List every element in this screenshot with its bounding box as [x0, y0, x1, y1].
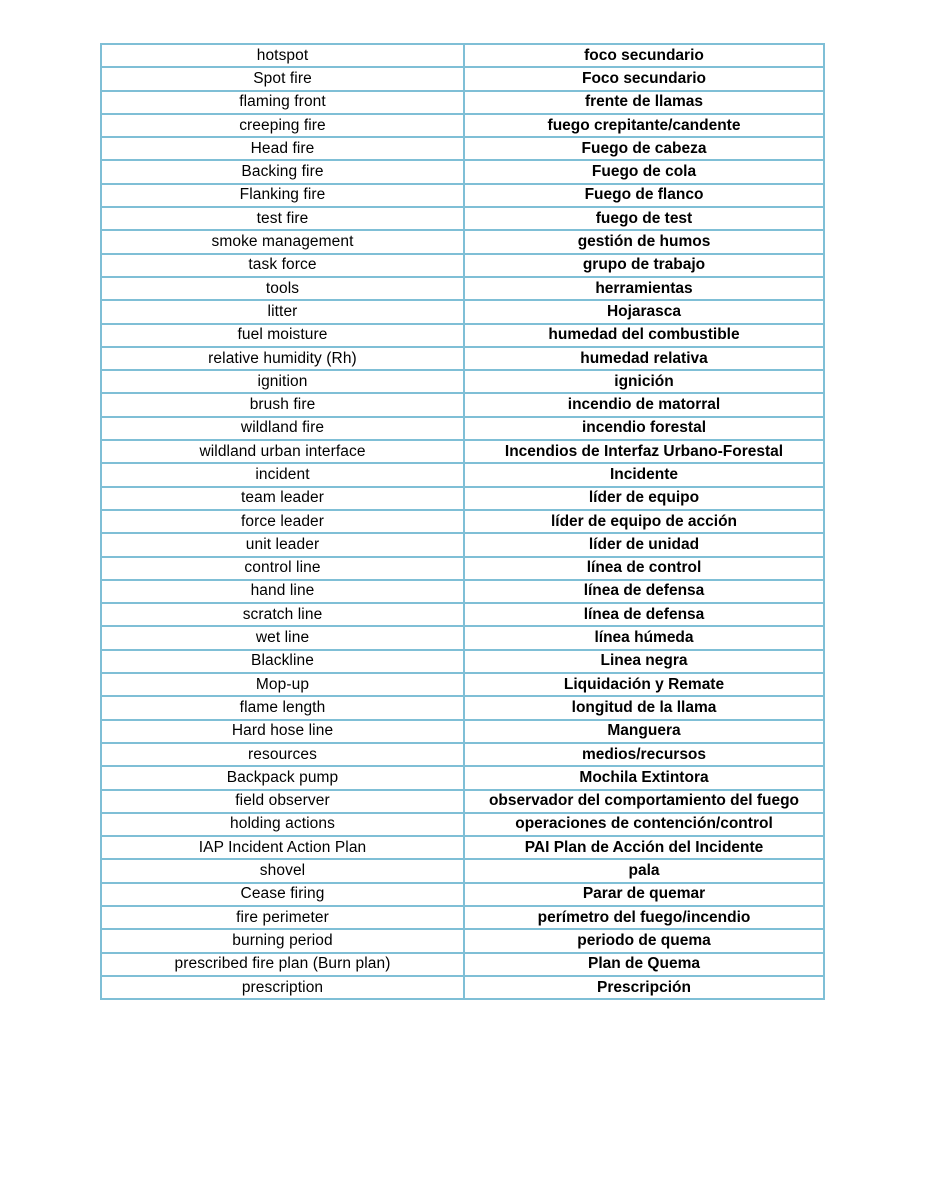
english-term-cell: resources	[101, 743, 464, 766]
table-row	[101, 67, 824, 90]
spanish-term-cell: observador del comportamiento del fuego	[464, 790, 824, 813]
table-row	[101, 813, 824, 836]
spanish-term-cell: Fuego de cola	[464, 160, 824, 183]
spanish-term-cell: Hojarasca	[464, 300, 824, 323]
table-row	[101, 766, 824, 789]
spanish-term-cell: incendio forestal	[464, 417, 824, 440]
english-term-cell: Mop-up	[101, 673, 464, 696]
table-row	[101, 137, 824, 160]
table-row	[101, 254, 824, 277]
table-row	[101, 603, 824, 626]
spanish-term-cell: Fuego de cabeza	[464, 137, 824, 160]
english-term-cell: wet line	[101, 626, 464, 649]
table-row	[101, 673, 824, 696]
spanish-term-cell: incendio de matorral	[464, 393, 824, 416]
english-term-cell: holding actions	[101, 813, 464, 836]
english-term-cell: flame length	[101, 696, 464, 719]
table-row	[101, 300, 824, 323]
english-term-cell: shovel	[101, 859, 464, 882]
table-row	[101, 859, 824, 882]
table-row	[101, 370, 824, 393]
spanish-term-cell: fuego de test	[464, 207, 824, 230]
english-term-cell: Spot fire	[101, 67, 464, 90]
english-term-cell: test fire	[101, 207, 464, 230]
table-row	[101, 393, 824, 416]
table-row	[101, 487, 824, 510]
english-term-cell: burning period	[101, 929, 464, 952]
english-term-cell: IAP Incident Action Plan	[101, 836, 464, 859]
spanish-term-cell: Foco secundario	[464, 67, 824, 90]
table-row	[101, 44, 824, 67]
table-row	[101, 160, 824, 183]
spanish-term-cell: medios/recursos	[464, 743, 824, 766]
spanish-term-cell: Mochila Extintora	[464, 766, 824, 789]
english-term-cell: task force	[101, 254, 464, 277]
english-term-cell: team leader	[101, 487, 464, 510]
spanish-term-cell: perímetro del fuego/incendio	[464, 906, 824, 929]
table-row	[101, 650, 824, 673]
table-row	[101, 440, 824, 463]
spanish-term-cell: Fuego de flanco	[464, 184, 824, 207]
spanish-term-cell: líder de equipo	[464, 487, 824, 510]
table-row	[101, 510, 824, 533]
spanish-term-cell: Manguera	[464, 720, 824, 743]
table-row	[101, 184, 824, 207]
english-term-cell: Head fire	[101, 137, 464, 160]
english-term-cell: Flanking fire	[101, 184, 464, 207]
english-term-cell: Hard hose line	[101, 720, 464, 743]
table-row	[101, 533, 824, 556]
english-term-cell: Backing fire	[101, 160, 464, 183]
english-term-cell: fire perimeter	[101, 906, 464, 929]
english-term-cell: fuel moisture	[101, 324, 464, 347]
glossary-table-body	[101, 44, 824, 999]
table-row	[101, 463, 824, 486]
table-row	[101, 277, 824, 300]
english-term-cell: Backpack pump	[101, 766, 464, 789]
table-row	[101, 417, 824, 440]
table-row	[101, 580, 824, 603]
english-term-cell: hotspot	[101, 44, 464, 67]
table-row	[101, 347, 824, 370]
table-row	[101, 207, 824, 230]
english-term-cell: wildland fire	[101, 417, 464, 440]
spanish-term-cell: fuego crepitante/candente	[464, 114, 824, 137]
table-row	[101, 929, 824, 952]
english-term-cell: creeping fire	[101, 114, 464, 137]
english-term-cell: unit leader	[101, 533, 464, 556]
english-term-cell: wildland urban interface	[101, 440, 464, 463]
spanish-term-cell: grupo de trabajo	[464, 254, 824, 277]
spanish-term-cell: pala	[464, 859, 824, 882]
spanish-term-cell: operaciones de contención/control	[464, 813, 824, 836]
spanish-term-cell: Prescripción	[464, 976, 824, 999]
table-row	[101, 557, 824, 580]
table-row	[101, 790, 824, 813]
table-row	[101, 836, 824, 859]
spanish-term-cell: Parar de quemar	[464, 883, 824, 906]
english-term-cell: control line	[101, 557, 464, 580]
spanish-term-cell: PAI Plan de Acción del Incidente	[464, 836, 824, 859]
spanish-term-cell: ignición	[464, 370, 824, 393]
spanish-term-cell: gestión de humos	[464, 230, 824, 253]
english-term-cell: field observer	[101, 790, 464, 813]
table-row	[101, 626, 824, 649]
spanish-term-cell: Incendios de Interfaz Urbano-Forestal	[464, 440, 824, 463]
table-row	[101, 230, 824, 253]
spanish-term-cell: Incidente	[464, 463, 824, 486]
english-term-cell: incident	[101, 463, 464, 486]
english-term-cell: litter	[101, 300, 464, 323]
english-term-cell: prescription	[101, 976, 464, 999]
spanish-term-cell: líder de unidad	[464, 533, 824, 556]
english-term-cell: force leader	[101, 510, 464, 533]
english-term-cell: hand line	[101, 580, 464, 603]
table-row	[101, 91, 824, 114]
table-row	[101, 976, 824, 999]
spanish-term-cell: línea de control	[464, 557, 824, 580]
spanish-term-cell: humedad relativa	[464, 347, 824, 370]
spanish-term-cell: Linea negra	[464, 650, 824, 673]
table-row	[101, 114, 824, 137]
table-row	[101, 883, 824, 906]
spanish-term-cell: foco secundario	[464, 44, 824, 67]
english-term-cell: prescribed fire plan (Burn plan)	[101, 953, 464, 976]
english-term-cell: flaming front	[101, 91, 464, 114]
glossary-table	[100, 43, 825, 1000]
spanish-term-cell: línea de defensa	[464, 580, 824, 603]
table-row	[101, 720, 824, 743]
english-term-cell: brush fire	[101, 393, 464, 416]
spanish-term-cell: líder de equipo de acción	[464, 510, 824, 533]
english-term-cell: relative humidity (Rh)	[101, 347, 464, 370]
table-row	[101, 953, 824, 976]
spanish-term-cell: humedad del combustible	[464, 324, 824, 347]
table-row	[101, 906, 824, 929]
english-term-cell: scratch line	[101, 603, 464, 626]
table-row	[101, 743, 824, 766]
table-row	[101, 696, 824, 719]
spanish-term-cell: frente de llamas	[464, 91, 824, 114]
english-term-cell: ignition	[101, 370, 464, 393]
english-term-cell: smoke management	[101, 230, 464, 253]
spanish-term-cell: longitud de la llama	[464, 696, 824, 719]
spanish-term-cell: Liquidación y Remate	[464, 673, 824, 696]
english-term-cell: Cease firing	[101, 883, 464, 906]
english-term-cell: Blackline	[101, 650, 464, 673]
spanish-term-cell: línea de defensa	[464, 603, 824, 626]
spanish-term-cell: herramientas	[464, 277, 824, 300]
spanish-term-cell: periodo de quema	[464, 929, 824, 952]
english-term-cell: tools	[101, 277, 464, 300]
spanish-term-cell: línea húmeda	[464, 626, 824, 649]
spanish-term-cell: Plan de Quema	[464, 953, 824, 976]
table-row	[101, 324, 824, 347]
